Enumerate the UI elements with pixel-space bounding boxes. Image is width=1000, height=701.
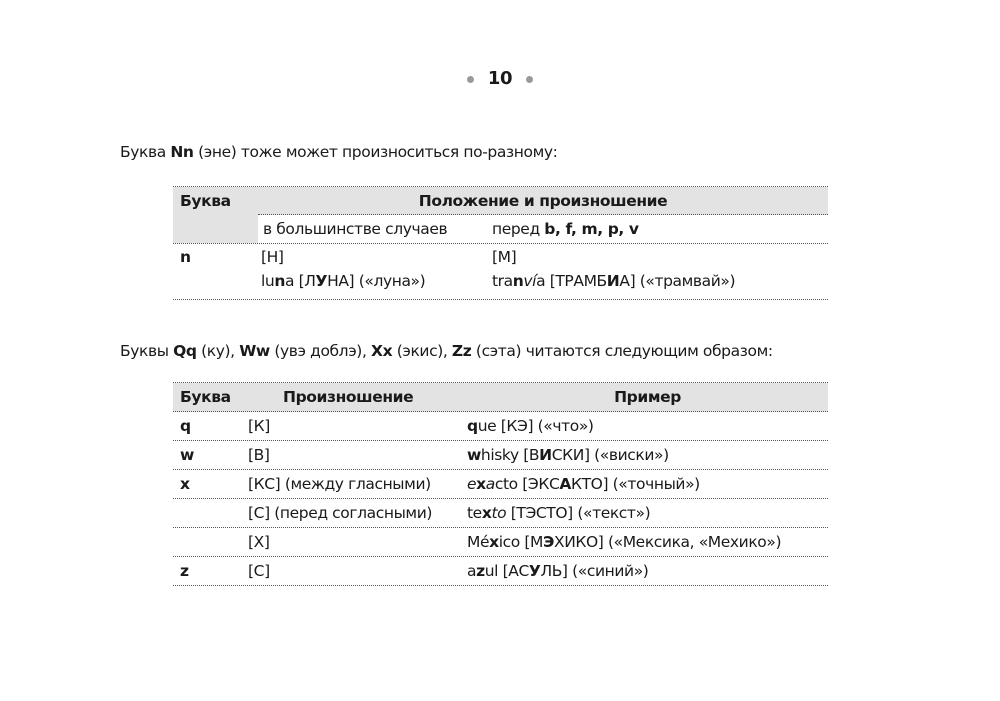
table-header-row: [173, 187, 828, 215]
emphasized-text: b, f, m, p, v: [544, 220, 639, 238]
emphasized-text: to: [491, 504, 507, 522]
text-segment: [ТЭСТО] («текст»): [506, 504, 651, 522]
emphasized-text: И: [606, 272, 620, 290]
table-row: [173, 528, 828, 557]
row-pronunciation: [К]: [248, 417, 270, 435]
text-segment: (ку),: [196, 342, 240, 360]
emphasized-text: А: [559, 475, 571, 493]
header-pronunciation: Произношение: [283, 388, 414, 406]
emphasized-text: z: [476, 562, 485, 580]
row-col2-sound: [М]: [492, 248, 517, 266]
table-row: [173, 557, 828, 586]
text-segment: в большинстве случаев: [263, 220, 448, 238]
emphasized-text: И: [539, 446, 552, 464]
text-segment: (увэ доблэ),: [269, 342, 372, 360]
text-segment: Буквы: [120, 342, 174, 360]
text-segment: ico [М: [498, 533, 543, 551]
header-position-group: Положение и произношение: [258, 187, 828, 215]
text-segment: (экис),: [392, 342, 452, 360]
header-letter: Буква: [180, 388, 231, 406]
emphasized-text: Xx: [371, 342, 393, 360]
row-letter: z: [180, 562, 189, 580]
letter-column-shade: [173, 215, 258, 243]
text-segment: ХИКО] («Мексика, «Мехико»): [553, 533, 782, 551]
text-segment: ue [КЭ] («что»): [477, 417, 594, 435]
row-example: [467, 441, 669, 469]
row-example: [467, 470, 700, 498]
emphasized-text: Nn: [170, 143, 194, 161]
emphasized-text: n: [512, 272, 524, 290]
row-letter: w: [180, 446, 194, 464]
row-pronunciation: [С]: [248, 562, 270, 580]
row-example: [467, 528, 781, 556]
dot-right-icon: [526, 76, 533, 83]
page-number: [0, 68, 1000, 89]
table-subheader-row: [173, 215, 828, 244]
text-segment: a [Л: [284, 272, 316, 290]
table-header-row: [173, 383, 828, 412]
subheader-most-cases: [263, 215, 447, 243]
emphasized-text: ví: [523, 272, 537, 290]
table-row: [173, 470, 828, 499]
text-segment: ul [АС: [484, 562, 529, 580]
table-row: [173, 412, 828, 441]
text-segment: СКИ] («виски»): [551, 446, 669, 464]
text-segment: КТО] («точный»): [570, 475, 700, 493]
row-example: [467, 499, 650, 527]
text-segment: hisky [В: [480, 446, 540, 464]
row-letter: x: [180, 475, 190, 493]
text-segment: (эне) тоже может произноситься по-разному:: [193, 143, 558, 161]
text-segment: А] («трамвай»): [619, 272, 736, 290]
emphasized-text: q: [467, 417, 478, 435]
header-example: Пример: [614, 388, 681, 406]
emphasized-text: У: [528, 562, 541, 580]
emphasized-text: a: [485, 475, 495, 493]
row-pronunciation: [В]: [248, 446, 270, 464]
row-example: [467, 412, 594, 440]
emphasized-text: Zz: [451, 342, 472, 360]
emphasized-text: x: [476, 475, 486, 493]
text-segment: перед: [492, 220, 545, 238]
text-segment: ЛЬ] («синий»): [540, 562, 649, 580]
table-row: [173, 244, 828, 300]
table-row: [173, 499, 828, 528]
table-letters-qwxz: [173, 382, 828, 586]
row-col1-example: [261, 268, 425, 294]
emphasized-text: x: [489, 533, 499, 551]
emphasized-text: Qq: [173, 342, 197, 360]
emphasized-text: n: [274, 272, 285, 290]
emphasized-text: Ww: [239, 342, 270, 360]
text-segment: (сэта) читаются следующим образом:: [471, 342, 773, 360]
emphasized-text: У: [315, 272, 328, 290]
row-col1-sound: [Н]: [261, 248, 284, 266]
text-segment: НА] («луна»): [327, 272, 426, 290]
row-col2-example: [492, 268, 735, 294]
text-segment: Буква: [120, 143, 171, 161]
row-example: [467, 557, 648, 585]
row-pronunciation: [Х]: [248, 533, 270, 551]
row-letter: q: [180, 417, 191, 435]
emphasized-text: Э: [543, 533, 554, 551]
text-segment: cto [ЭКС: [494, 475, 560, 493]
intro-paragraph-2: [120, 342, 773, 360]
page-number-text: 10: [487, 68, 513, 89]
text-segment: a [ТРАМБ: [536, 272, 607, 290]
row-letter: n: [180, 248, 191, 266]
intro-paragraph-1: [120, 143, 557, 161]
row-pronunciation: [С] (перед согласными): [248, 504, 433, 522]
emphasized-text: e: [467, 475, 477, 493]
text-segment: te: [467, 504, 482, 522]
text-segment: tra: [492, 272, 513, 290]
header-letter: Буква: [180, 192, 231, 210]
table-letter-n: [173, 186, 828, 300]
dot-left-icon: [467, 76, 474, 83]
emphasized-text: w: [467, 446, 481, 464]
text-segment: lu: [261, 272, 275, 290]
emphasized-text: x: [481, 504, 492, 522]
subheader-before-consonants: [492, 215, 639, 243]
row-pronunciation: [КС] (между гласными): [248, 475, 431, 493]
text-segment: Mé: [467, 533, 490, 551]
text-segment: a: [467, 562, 477, 580]
table-row: [173, 441, 828, 470]
